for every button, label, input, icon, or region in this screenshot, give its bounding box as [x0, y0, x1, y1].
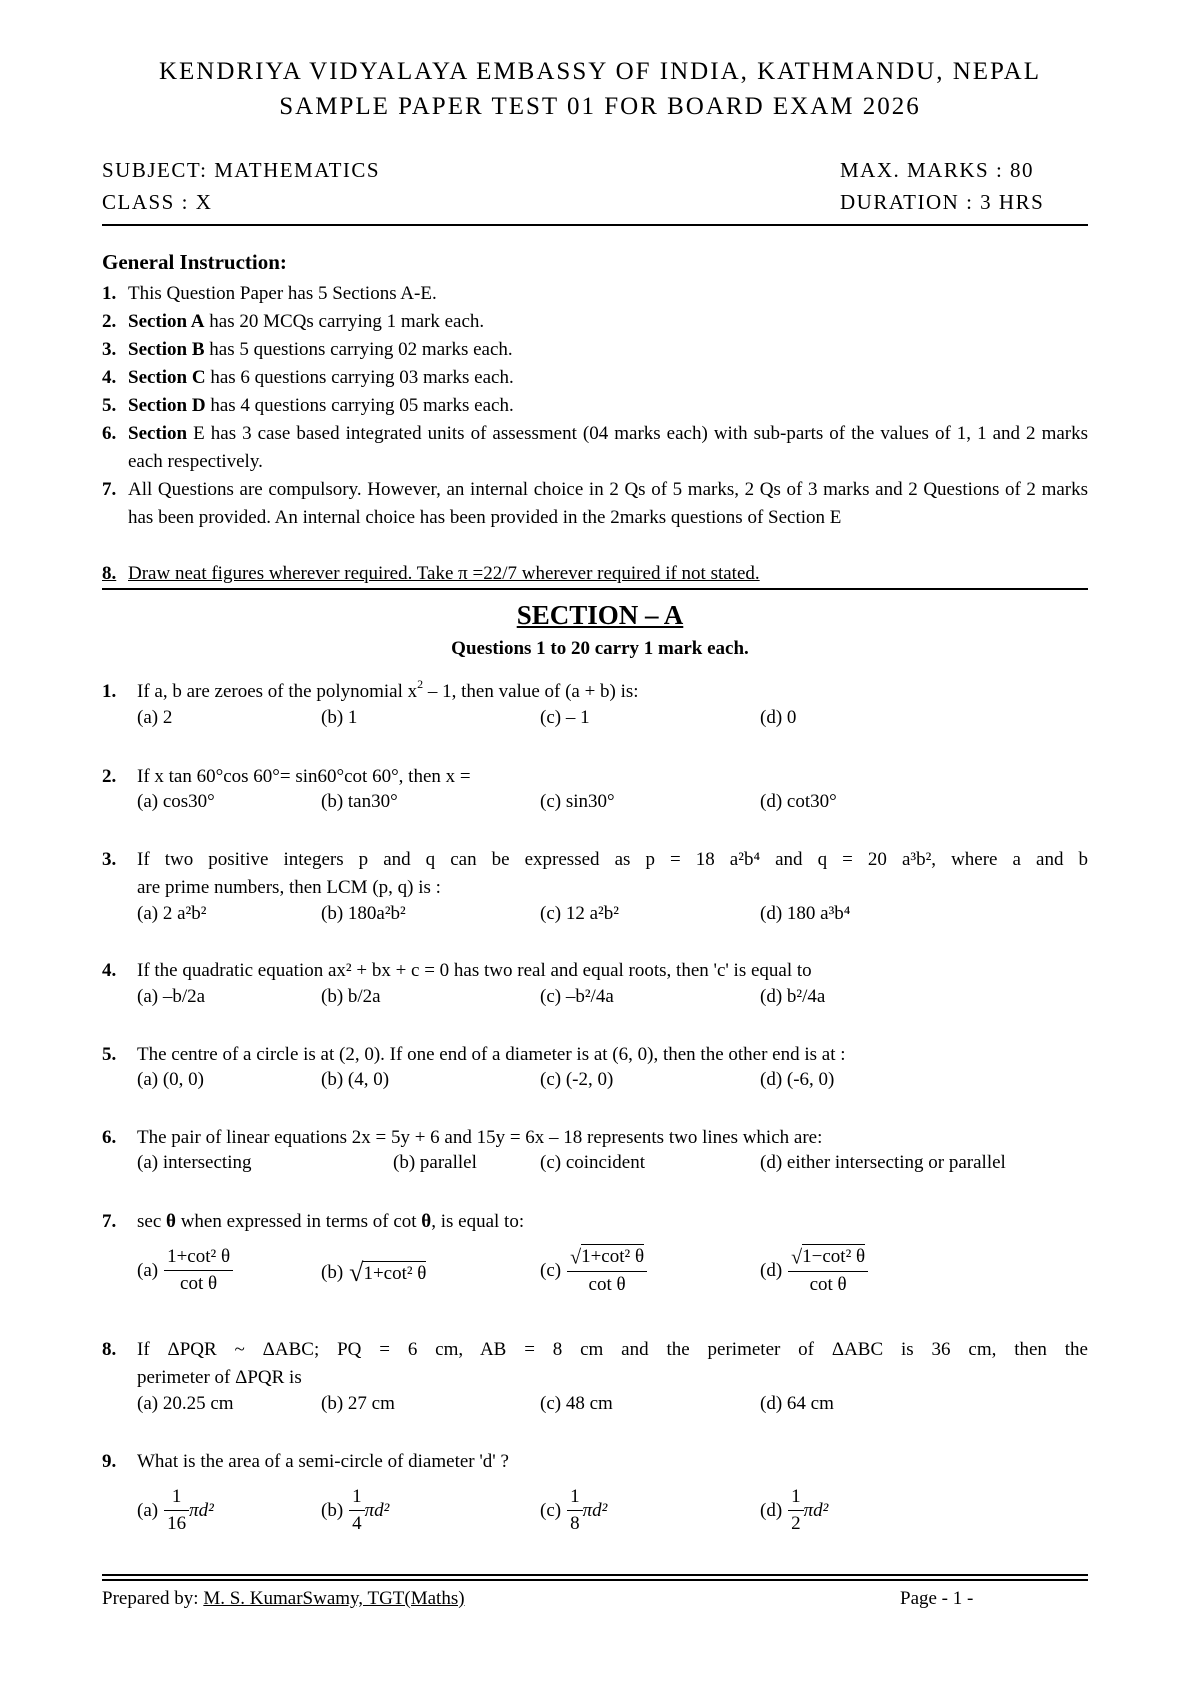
option-d: [760, 1484, 828, 1537]
numerator: 1: [349, 1484, 365, 1511]
option-b: (b) b/2a: [321, 986, 381, 1007]
pi-d-squared: πd²: [582, 1499, 608, 1521]
denominator: 16: [167, 1513, 187, 1534]
fraction: [164, 1484, 189, 1537]
instruction-text: E has 3 case based integrated units of assessment (04 marks each) with sub-parts of the values of 1, 1 and 2 marks each respectively.: [128, 423, 1088, 472]
option-c: (c) (-2, 0): [540, 1069, 614, 1090]
option-d: (d) cot30°: [760, 791, 837, 812]
instruction-text: has 20 MCQs carrying 1 mark each.: [204, 311, 485, 332]
instruction-item: [102, 336, 1088, 364]
radical-symbol: √: [791, 1246, 803, 1269]
question-text: What is the area of a semi-circle of diameter 'd' ?: [137, 1451, 509, 1472]
question-text: , is equal to:: [431, 1211, 525, 1232]
question-1: [102, 678, 1088, 706]
question-text: perimeter of ΔPQR is: [137, 1367, 302, 1388]
denominator: 4: [352, 1513, 362, 1534]
denominator: cot θ: [809, 1273, 847, 1295]
option-a: (a) (0, 0): [137, 1069, 204, 1090]
instruction-item: [102, 476, 1088, 532]
numerator: 1: [164, 1484, 189, 1511]
instruction-text: has 6 questions carrying 03 marks each.: [205, 367, 514, 388]
numerator: 1: [788, 1484, 804, 1511]
option-label: (c): [540, 1499, 562, 1521]
subject-label: SUBJECT: MATHEMATICS: [102, 158, 381, 182]
option-c: (c) 48 cm: [540, 1393, 613, 1414]
option-c: (c) – 1: [540, 707, 590, 728]
superscript: 2: [417, 676, 424, 691]
pi-d-squared: πd²: [803, 1499, 829, 1521]
question-number: 5.: [102, 1044, 117, 1065]
instruction-bold: Section: [128, 423, 188, 444]
school-name: KENDRIYA VIDYALAYA EMBASSY OF INDIA, KATHMANDU, NEPAL: [158, 58, 1041, 85]
option-label: (a): [137, 1499, 159, 1521]
question-number: 8.: [102, 1339, 117, 1360]
question-number: 3.: [102, 849, 117, 870]
pi-d-squared: πd²: [189, 1499, 214, 1521]
radicand: 1−cot² θ: [802, 1246, 866, 1267]
instruction-number: 3.: [102, 339, 117, 360]
instruction-bold: Section C: [128, 367, 206, 388]
option-label: (c): [540, 1259, 562, 1281]
option-d: (d) (-6, 0): [760, 1069, 835, 1090]
instruction-bold: Section A: [128, 311, 205, 332]
page-number: Page - 1 -: [900, 1588, 974, 1609]
question-6: [102, 1124, 1088, 1152]
author-name: M. S. KumarSwamy, TGT(Maths): [203, 1588, 465, 1609]
fraction: [788, 1484, 804, 1537]
fraction: [567, 1484, 583, 1537]
option-c: [540, 1244, 647, 1298]
numerator: [567, 1244, 647, 1272]
question-text: The centre of a circle is at (2, 0). If one end of a diameter is at (6, 0), then the other end is at :: [137, 1044, 846, 1065]
option-a: (a) cos30°: [137, 791, 215, 812]
instruction-item: [102, 308, 1088, 336]
option-d: (d) 0: [760, 707, 797, 728]
instruction-text: has 5 questions carrying 02 marks each.: [204, 339, 513, 360]
prepared-by: [102, 1588, 465, 1610]
question-text: If x tan 60°cos 60°= sin60°cot 60°, then x =: [137, 766, 471, 787]
option-a: [137, 1244, 233, 1297]
radical-symbol: √: [349, 1258, 364, 1287]
option-a: (a) 2 a²b²: [137, 903, 207, 924]
footer-divider: [102, 1579, 1088, 1581]
question-number: 4.: [102, 960, 117, 981]
option-b: [321, 1484, 389, 1537]
question-text: The pair of linear equations 2x = 5y + 6 and 15y = 6x – 18 represents two lines which are:: [137, 1127, 823, 1148]
option-d: (d) 64 cm: [760, 1393, 834, 1414]
instruction-number: 4.: [102, 367, 117, 388]
fraction: [349, 1484, 365, 1537]
numerator: 1+cot² θ: [164, 1244, 233, 1271]
instruction-item: [102, 280, 1088, 308]
denominator: cot θ: [180, 1273, 218, 1294]
option-c: (c) coincident: [540, 1152, 645, 1173]
question-text: sec: [137, 1211, 167, 1232]
prepared-label: Prepared by:: [102, 1588, 204, 1609]
option-a: (a) 2: [137, 707, 173, 728]
instructions-divider: [102, 588, 1088, 590]
radicand: 1+cot² θ: [581, 1246, 645, 1267]
question-text: are prime numbers, then LCM (p, q) is :: [137, 877, 441, 898]
option-c: [540, 1484, 607, 1537]
question-text: If the quadratic equation ax² + bx + c = 0 has two real and equal roots, then 'c' is equal to: [137, 960, 812, 981]
option-c: (c) sin30°: [540, 791, 615, 812]
footer-divider: [102, 1574, 1088, 1576]
instruction-text: Draw neat figures wherever required. Take π =22/7 wherever required if not stated.: [128, 563, 760, 584]
instruction-item: [102, 560, 1088, 588]
question-number: 1.: [102, 681, 117, 702]
instruction-text: This Question Paper has 5 Sections A-E.: [128, 283, 437, 304]
option-b: (b) 1: [321, 707, 358, 728]
option-label: (b): [321, 1499, 344, 1521]
option-label: (d): [760, 1499, 783, 1521]
question-number: 2.: [102, 766, 117, 787]
option-d: (d) 180 a³b⁴: [760, 903, 851, 924]
option-label: (b): [321, 1262, 344, 1283]
option-a: [137, 1484, 214, 1537]
option-d: (d) either intersecting or parallel: [760, 1152, 1006, 1173]
question-7: [102, 1208, 1088, 1236]
option-d: [760, 1244, 868, 1298]
instruction-bold: Section D: [128, 395, 206, 416]
section-subtitle: Questions 1 to 20 carry 1 mark each.: [451, 638, 749, 659]
instruction-text: All Questions are compulsory. However, an internal choice in 2 Qs of 5 marks, 2 Qs of 3 marks and 2 Questions of 2 marks has been provided. An internal choice has been provided in the 2marks questions of Section E: [128, 479, 1088, 528]
question-8: [102, 1336, 1088, 1392]
numerator: [788, 1244, 868, 1272]
option-label: (a): [137, 1259, 159, 1281]
instruction-number: 1.: [102, 283, 117, 304]
option-c: (c) –b²/4a: [540, 986, 614, 1007]
fraction: [567, 1244, 647, 1298]
section-title: SECTION – A: [516, 600, 684, 630]
option-c: (c) 12 a²b²: [540, 903, 619, 924]
instruction-text: has 4 questions carrying 05 marks each.: [205, 395, 514, 416]
instruction-number: 7.: [102, 479, 117, 500]
question-4: [102, 957, 1088, 985]
option-b: (b) parallel: [393, 1152, 477, 1173]
option-b: (b) 27 cm: [321, 1393, 395, 1414]
denominator: 2: [791, 1513, 801, 1534]
test-title: SAMPLE PAPER TEST 01 FOR BOARD EXAM 2026: [279, 93, 921, 120]
question-2: [102, 763, 1088, 791]
instruction-item: [102, 420, 1088, 476]
option-a: (a) 20.25 cm: [137, 1393, 234, 1414]
question-number: 7.: [102, 1211, 117, 1232]
question-number: 9.: [102, 1451, 117, 1472]
instruction-number: 5.: [102, 395, 117, 416]
numerator: 1: [567, 1484, 583, 1511]
instruction-number: 2.: [102, 311, 117, 332]
question-text: If two positive integers p and q can be expressed as p = 18 a²b⁴ and q = 20 a³b², where a and b: [137, 849, 1088, 870]
option-b: [321, 1258, 426, 1288]
radical-symbol: √: [570, 1246, 582, 1269]
question-text: If a, b are zeroes of the polynomial x: [137, 681, 418, 702]
question-text: If ΔPQR ~ ΔABC; PQ = 6 cm, AB = 8 cm and the perimeter of ΔABC is 36 cm, then the: [137, 1339, 1088, 1360]
option-a: (a) intersecting: [137, 1152, 252, 1173]
max-marks-label: MAX. MARKS : 80: [840, 158, 1035, 182]
denominator: cot θ: [588, 1273, 626, 1295]
option-label: (d): [760, 1259, 783, 1281]
instruction-item: [102, 392, 1088, 420]
option-a: (a) –b/2a: [137, 986, 206, 1007]
question-text: – 1, then value of (a + b) is:: [423, 681, 639, 702]
pi-d-squared: πd²: [364, 1499, 390, 1521]
option-b: (b) 180a²b²: [321, 903, 406, 924]
option-b: (b) (4, 0): [321, 1069, 390, 1090]
instruction-number: 8.: [102, 563, 117, 584]
question-text: when expressed in terms of cot: [175, 1211, 422, 1232]
denominator: 8: [570, 1513, 580, 1534]
instruction-bold: Section B: [128, 339, 205, 360]
question-number: 6.: [102, 1127, 117, 1148]
question-3: [102, 846, 1088, 902]
theta-symbol: θ: [166, 1211, 176, 1232]
option-b: (b) tan30°: [321, 791, 398, 812]
fraction: [164, 1244, 233, 1297]
instruction-number: 6.: [102, 423, 117, 444]
theta-symbol: θ: [421, 1211, 432, 1232]
instruction-item: [102, 364, 1088, 392]
header-divider: [102, 224, 1088, 226]
fraction: [788, 1244, 868, 1298]
radicand: 1+cot² θ: [363, 1263, 427, 1284]
question-5: [102, 1041, 1088, 1069]
class-label: CLASS : X: [102, 190, 213, 214]
question-9: [102, 1448, 1088, 1476]
duration-label: DURATION : 3 HRS: [840, 190, 1045, 214]
option-d: (d) b²/4a: [760, 986, 826, 1007]
instructions-title: General Instruction:: [102, 250, 287, 274]
